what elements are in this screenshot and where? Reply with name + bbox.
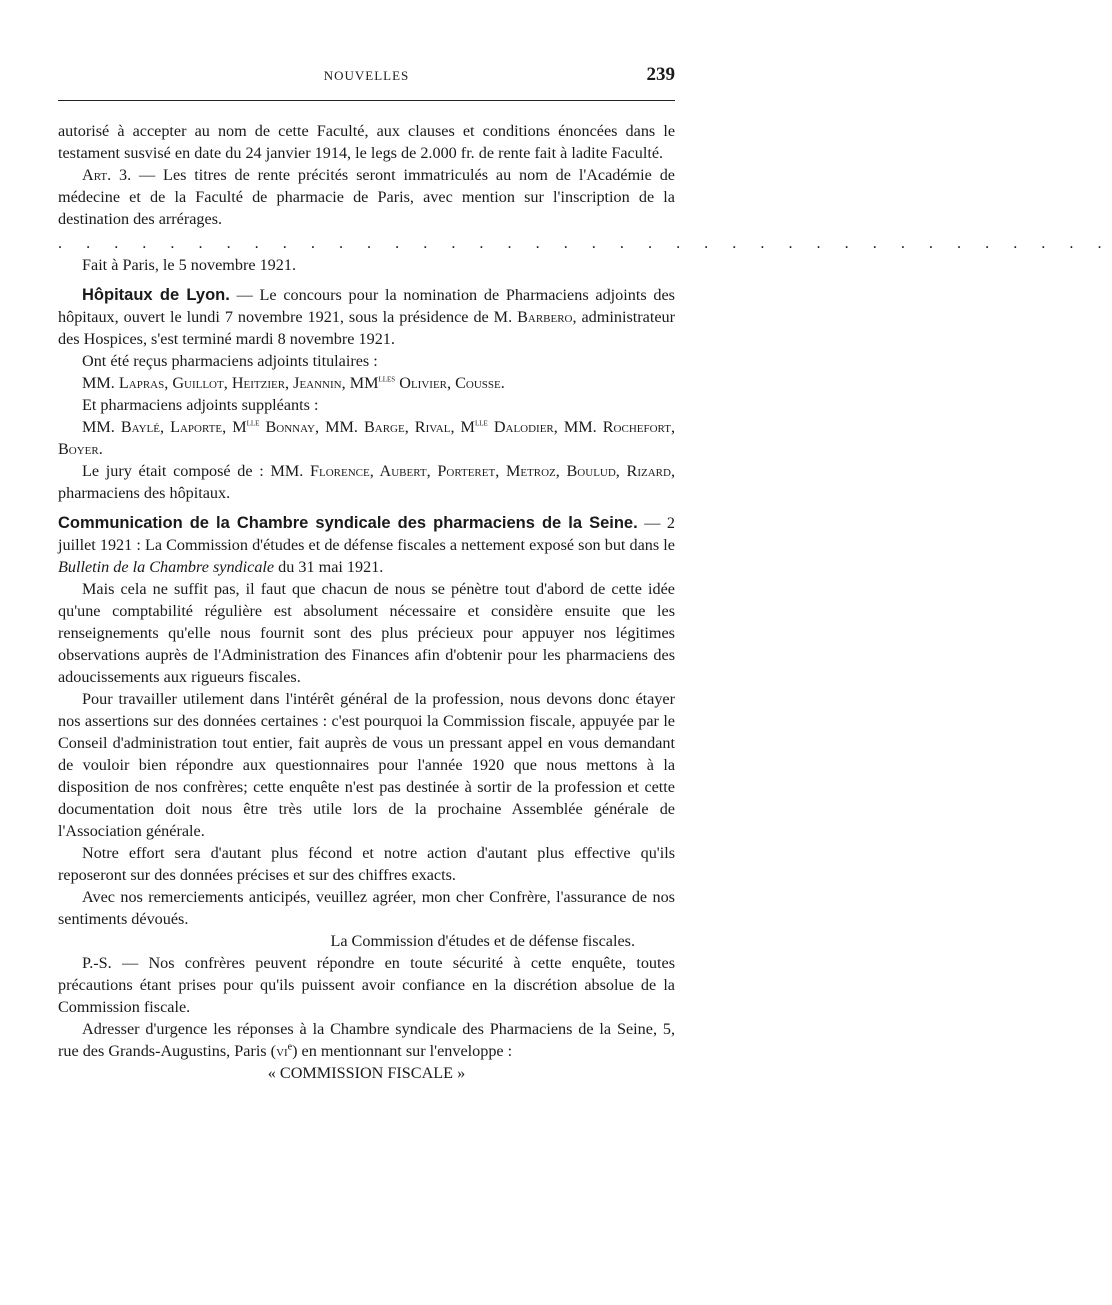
- lyon-recus: Ont été reçus pharmaciens adjoints titulaires :: [82, 352, 378, 370]
- paragraph-ps: [58, 952, 675, 1018]
- lyon-president: Barbero: [517, 308, 573, 326]
- mention-commission: « COMMISSION FISCALE »: [267, 1064, 466, 1082]
- paragraph-travailler: Pour travailler utilement dans l'intérêt général de la profession, nous devons donc étayer nos assertions sur des données certaines : c'est pourquoi la Commission fiscale, appuyée par le Conseil d'administration tout entier, fait auprès de vous un pressant appel en vous demandant de vouloir bien répondre aux questionnaires pour l'année 1920 que nous mettons à la disposition de nos confrères; cette enquête n'est pas destinée à sortir de la profession et cette documentation doit nous être très utile lors de la prochaine Assemblée générale de l'Association générale.: [58, 690, 675, 840]
- paragraph-lyon: [58, 284, 675, 350]
- chambre-intro-a: — 2 juillet 1921 : La Commission d'études et de défense fiscales a nettement exposé son but dans le: [58, 514, 675, 554]
- adresse-b: ) en mentionnant sur l'enveloppe :: [292, 1042, 513, 1060]
- suppleants-b: Bonnay, MM. Barge, Rival, M: [259, 418, 475, 436]
- ps-label: P.-S.: [82, 954, 112, 972]
- paragraph-effort: Notre effort sera d'autant plus fécond et notre action d'autant plus effective qu'ils reposeront sur des données précises et sur des chiffres exacts.: [58, 844, 675, 884]
- bulletin-title: Bulletin de la Chambre syndicale: [58, 558, 275, 576]
- adresse-arr: vi: [276, 1042, 288, 1060]
- suppleants-c: Dalodier, MM. Rochefort, Boyer.: [58, 418, 675, 458]
- running-title: NOUVELLES: [323, 68, 410, 83]
- suppleants-sup1: lle: [246, 417, 260, 429]
- lyon-text-a: — Le concours pour la nomination de Pharmaciens adjoints des hôpitaux, ouvert le lundi 7 novembre 1921, sous la présidence de M.: [58, 286, 675, 326]
- chambre-intro-b: du 31 mai 1921.: [274, 558, 384, 576]
- titulaires-sup: lles: [378, 373, 396, 385]
- article-body: [58, 120, 1112, 1084]
- ps-text: — Nos confrères peuvent répondre en toute sécurité à cette enquête, toutes précautions étant prises pour qu'ils puissent avoir confiance en la discrétion absolue de la Commission fiscale.: [58, 954, 675, 1016]
- jury-b: , pharmaciens des hôpitaux.: [58, 462, 675, 502]
- fait-line: Fait à Paris, le 5 novembre 1921.: [82, 256, 296, 274]
- lyon-text-b: , administrateur des Hospices, s'est terminé mardi 8 novembre 1921.: [58, 308, 675, 348]
- jury-names: Florence, Aubert, Porteret, Metroz, Boulud, Rizard: [309, 462, 671, 480]
- art3-label: Art. 3.: [82, 166, 132, 184]
- suppleants-a: MM. Baylé, Laporte, M: [82, 418, 247, 436]
- header-rule: [58, 100, 675, 101]
- adresse-sup: e: [287, 1041, 293, 1053]
- signature: La Commission d'études et de défense fiscales.: [330, 932, 635, 950]
- paragraph-legs: autorisé à accepter au nom de cette Faculté, aux clauses et conditions énoncées dans le testament susvisé en date du 24 janvier 1914, le legs de 2.000 fr. de rente fait à ladite Faculté.: [58, 122, 675, 162]
- titulaires-b: Olivier, Cousse.: [395, 374, 505, 392]
- lyon-suppleants-intro: Et pharmaciens adjoints suppléants :: [82, 396, 319, 414]
- ellipsis-dots: . . . . . . . . . . . . . . . . . . . . . . . . . . . . . . . . . . . . . .: [58, 234, 1112, 252]
- chambre-heading: Communication de la Chambre syndicale des pharmaciens de la Seine.: [58, 514, 638, 532]
- page-header: [58, 62, 675, 92]
- paragraph-adresse: [58, 1018, 675, 1062]
- lyon-suppleants: [58, 416, 675, 460]
- paragraph-remerciements: Avec nos remerciements anticipés, veuillez agréer, mon cher Confrère, l'assurance de nos sentiments dévoués.: [58, 888, 675, 928]
- page: [58, 62, 1112, 1082]
- suppleants-sup2: lle: [474, 417, 488, 429]
- paragraph-chambre: [58, 512, 675, 578]
- lyon-jury: [58, 460, 675, 504]
- adresse-a: Adresser d'urgence les réponses à la Chambre syndicale des Pharmaciens de la Seine, 5, rue des Grands-Augustins, Paris (: [58, 1020, 675, 1060]
- jury-a: Le jury était composé de : MM.: [82, 462, 310, 480]
- paragraph-comptabilite: Mais cela ne suffit pas, il faut que chacun de nous se pénètre tout d'abord de cette idée qu'une comptabilité régulière est absolument nécessaire et considère ensuite que les renseignements qu'elle nous fournit sont des plus précieux pour appuyer nos légitimes observations auprès de l'Administration des Finances afin d'obtenir pour les pharmaciens des adoucissements aux rigueurs fiscales.: [58, 580, 675, 686]
- art3-text: — Les titres de rente précités seront immatriculés au nom de l'Académie de médecine et de la Faculté de pharmacie de Paris, avec mention sur l'inscription de la destination des arrérages.: [58, 166, 675, 228]
- paragraph-art3: [58, 164, 675, 230]
- lyon-titulaires: [58, 372, 675, 394]
- titulaires-a: MM. Lapras, Guillot, Heitzier, Jeannin, MM: [82, 374, 379, 392]
- lyon-heading: Hôpitaux de Lyon.: [82, 286, 230, 304]
- page-number: 239: [646, 64, 675, 85]
